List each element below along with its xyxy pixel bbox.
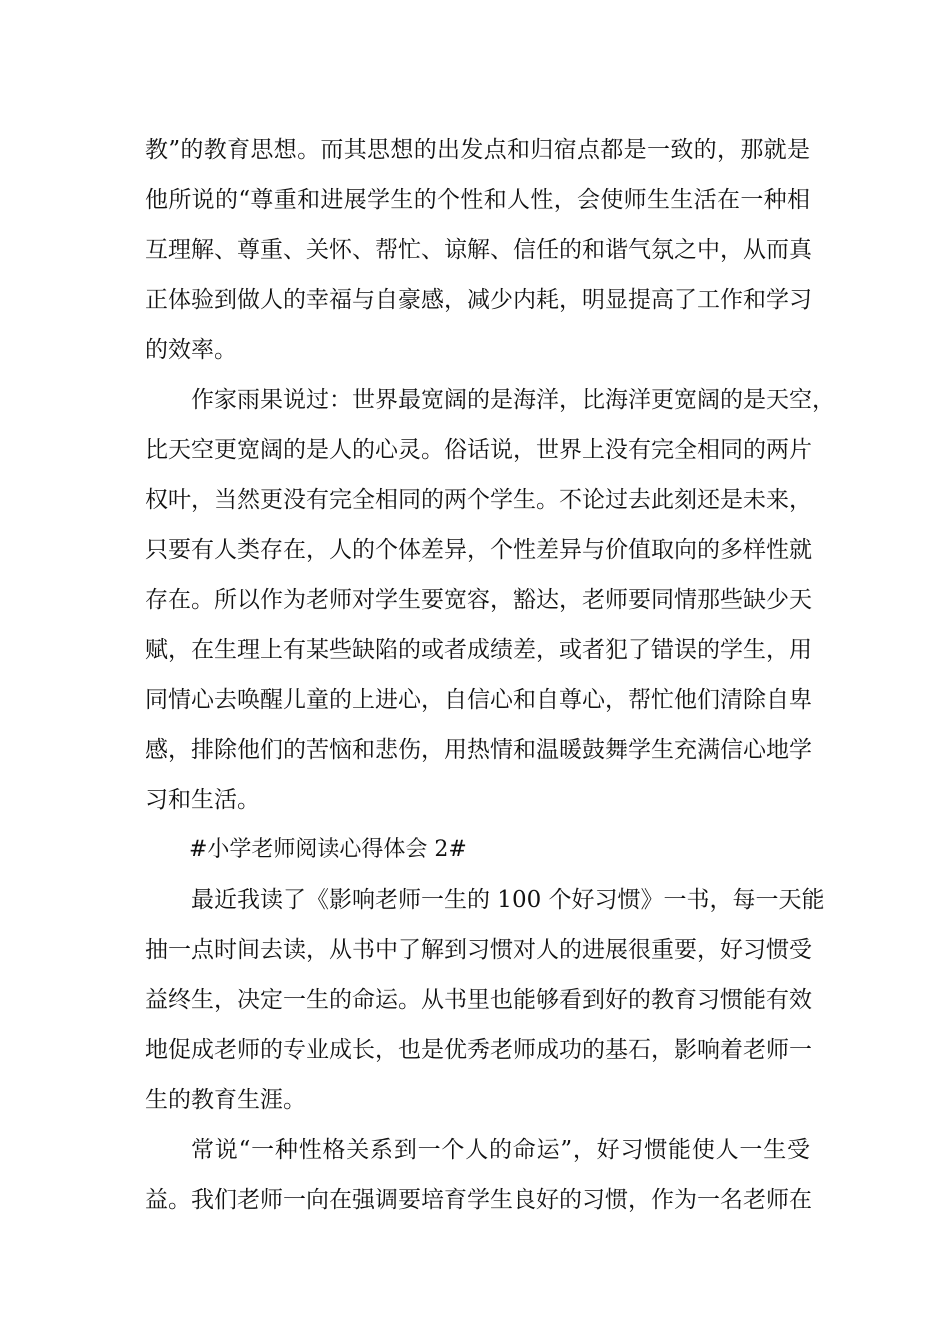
text-line-12: 同情心去唤醒儿童的上进心，自信心和自尊心，帮忙他们清除自卑 <box>145 687 812 713</box>
text-line-22: 益。我们老师一向在强调要培育学生良好的习惯，作为一名老师在 <box>145 1187 812 1213</box>
text-line-20: 生的教育生涯。 <box>145 1087 306 1113</box>
text-line-1: 教”的教育思想。而其思想的出发点和归宿点都是一致的，那就是 <box>145 137 810 163</box>
text-line-5: 的效率。 <box>145 337 237 363</box>
text-line-14: 习和生活。 <box>145 787 260 813</box>
text-line-3: 互理解、尊重、关怀、帮忙、谅解、信任的和谐气氛之中，从而真 <box>145 237 812 263</box>
text-line-21: 常说“一种性格关系到一个人的命运”，好习惯能使人一生受 <box>191 1137 810 1163</box>
text-line-13: 感，排除他们的苦恼和悲伤，用热情和温暖鼓舞学生充满信心地学 <box>145 737 812 763</box>
text-line-2: 他所说的“尊重和进展学生的个性和人性，会使师生生活在一种相 <box>145 187 810 213</box>
text-line-8: 权叶，当然更没有完全相同的两个学生。不论过去此刻还是未来， <box>145 487 812 513</box>
text-line-9: 只要有人类存在，人的个体差异，个性差异与价值取向的多样性就 <box>145 537 812 563</box>
text-line-11: 赋，在生理上有某些缺陷的或者成绩差，或者犯了错误的学生，用 <box>145 637 812 663</box>
text-line-16: 最近我读了《影响老师一生的 100 个好习惯》一书，每一天能 <box>191 887 825 913</box>
text-line-4: 正体验到做人的幸福与自豪感，减少内耗，明显提高了工作和学习 <box>145 287 812 313</box>
text-line-10: 存在。所以作为老师对学生要宽容，豁达，老师要同情那些缺少天 <box>145 587 812 613</box>
text-line-6: 作家雨果说过：世界最宽阔的是海洋，比海洋更宽阔的是天空， <box>191 387 835 413</box>
section-heading: #小学老师阅读心得体会 2# <box>189 837 467 862</box>
text-line-17: 抽一点时间去读，从书中了解到习惯对人的进展很重要，好习惯受 <box>145 937 812 963</box>
text-line-19: 地促成老师的专业成长，也是优秀老师成功的基石，影响着老师一 <box>145 1037 812 1063</box>
text-line-7: 比天空更宽阔的是人的心灵。俗话说，世界上没有完全相同的两片 <box>145 437 812 463</box>
text-line-18: 益终生，决定一生的命运。从书里也能够看到好的教育习惯能有效 <box>145 987 812 1013</box>
